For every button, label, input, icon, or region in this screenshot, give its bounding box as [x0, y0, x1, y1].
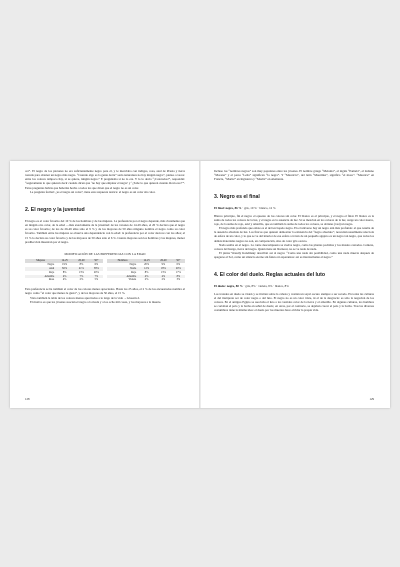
intro-paragraph: Incluso los “nombres negros” son muy populares entre los jóvenes. El nombre griego “Melania”, el inglés “Pamela”, el italiano “Morena” y el persa “Leila” significan “la negra”. Y “Mauricio”, del latín “Maurítius”, significa “el moro”. “Maurice” en Francia, “Moritz” en Inglaterra y “Moritz” en Alemania. — [214, 169, 374, 182]
table-header-cell: Mujeres — [25, 259, 56, 263]
right-page — [214, 169, 374, 401]
subheading-rest: · gris, 10 % · blanco, 12 % — [241, 206, 276, 211]
table-cell: 8% — [172, 275, 185, 279]
table-cell: Amarillo — [107, 275, 138, 279]
table-cell: 8% — [144, 270, 149, 274]
table-cell: 20% — [144, 262, 150, 266]
table-cell: 18% — [155, 267, 172, 271]
table-header-cell: 26-49 — [155, 259, 172, 263]
age-preferences-table — [25, 259, 185, 282]
body-paragraph: Visto también la tabla de los colores menos apreciados a lo largo de la vida →Glosario I. — [30, 295, 140, 300]
table-caption: MODIFICACIÓN DE LAS PREFERENCIAS CON LA EDAD — [64, 251, 146, 256]
table-cell: 8% — [62, 270, 67, 274]
table-cell: Rosa — [48, 278, 55, 282]
left-page — [25, 169, 185, 401]
table-cell: Amarillo — [25, 275, 56, 279]
table-cell: 17% — [175, 270, 181, 274]
table-cell: 20% — [172, 267, 185, 271]
table-cell: 7% — [73, 275, 90, 279]
section-heading: 4. El color del duelo. Reglas actuales del luto — [214, 272, 325, 279]
table-cell: 82% — [56, 267, 73, 271]
subheading-bold: El duelo: negro, 80 % — [214, 284, 243, 289]
table-cell: 13% — [78, 270, 84, 274]
subheading-bold: El final: negro, 86 % — [214, 206, 242, 211]
table-cell: 4% — [138, 275, 155, 279]
intro-paragraph: Le pregunta formal: ¿es el negro un color?, tiene esta respuesta teórica: el negro es un color sin color. — [30, 189, 156, 194]
body-paragraph: El pintor Wassily Kandinsky describió así al negro: “Como una nada sin posibilidad, como una nada muerta después de apagarse el Sol, como un silencio eterno sin futuro ni esperanzas: así es interiormente el negro.” — [214, 251, 374, 260]
table-cell: 0% — [176, 262, 181, 266]
body-paragraph: Los tratados en duelo se visten y se invitan sobre la cabeza y vestían un sayal oscuro siempre a ser sacado. En todas las culturas el del intérprete ser de color negro o del luto. El negro no es un color triste, ni el de la desgracia: es sólo la negación de los colores. En el antiguo Egipto se asociaba el luto a los vestidos color de la tierra y el amarillo. En algunas culturas, los hombres se cortaban el pelo y la barba en señal de duelo; en otras, por el contrario, se dejaban crecer el pelo y la barba. Tras las diversas costumbres tiene la misma idea: el duelo por los muertos hace olvidar la propia vida. — [214, 291, 374, 313]
section-heading: 3. Negro es el final — [214, 194, 260, 201]
subheading-line — [214, 206, 374, 210]
body-paragraph: El negro más profundo que existe es el del terciopelo negro. En el universo hay un negro aún más profundo: el que resulta de la ausencia absoluta de luz. Los físicos que quieren demostrar la existencia del “negro absoluto”, necesitan usualmente una bola de esfera de un color, y lo que se ve del interior de esa esfera a través de un pequeño agujero es un negro tan negro, que todos los demás materiales negros no son, en comparación, sino de color gris oscuro. — [214, 226, 374, 243]
table-cell: 20% — [93, 270, 99, 274]
table-header-cell: 50+ — [172, 259, 185, 263]
table-cell: Rojo — [49, 270, 55, 274]
table-cell: Rojo — [130, 270, 137, 274]
table-cell: Verde — [107, 267, 138, 271]
body-paragraph: Blanco principio, fin el negro: el opuesto de los colores sin color. El blanco es el principio, y el negro el final. El blanco es la suma de todos los colores de la luz, y el negro es la ausencia de luz. Si se mezclan en los colores de la luz, surge un color nuevo, rojo, de la suma de rojo, azul y amarillo, que es también la suma de todos los colores, se obtiene (casi) un negro. — [214, 213, 374, 226]
table-cell: 12% — [138, 267, 155, 271]
body-paragraph: Esta preferencia se ha también el color de los colores menos apreciados. Hasta los 25 años, el 2 % de los encuestados nombra el negro como “el color que menos le gusta”, y de los mayores de 50 años, el 15 %. — [25, 287, 185, 296]
table-header-cell: 14-25 — [138, 259, 155, 263]
body-paragraph: Nada sealba en el negro. La carne descompuesta se vuelve negra, como las plantas podridas y los muslos castados. Cenizas, colores del hongo, tierra del negro. Quien tiene un blackout, no se ve nada de nada. — [214, 242, 374, 251]
table-cell: 8% — [79, 262, 84, 266]
table-row — [25, 278, 185, 282]
table-cell: 2% — [79, 278, 84, 282]
table-header-cell: 26-49 — [73, 259, 90, 263]
table-cell: 6% — [94, 262, 99, 266]
table-cell: 5% — [94, 278, 99, 282]
table-cell: Azul — [25, 267, 56, 271]
book-spread — [10, 161, 390, 408]
book-gutter — [199, 161, 201, 408]
table-cell: 9% — [161, 262, 166, 266]
table-cell: Violeta — [128, 278, 137, 282]
table-header-cell: Hombres — [107, 259, 138, 263]
body-paragraph: El motivo es que los jóvenes asocian el negro a la moda y a los ocho mil cosas, y los mayores a la muerte. — [30, 299, 162, 304]
table-cell: 19% — [62, 262, 68, 266]
subheading-rest: · gris, 8% · violeta, 9% · blanco, 8% — [242, 284, 289, 289]
page-number: 128 — [25, 397, 30, 401]
table-cell: Negro — [129, 262, 137, 266]
table-cell: 38% — [90, 267, 103, 271]
table-header-cell: 50+ — [90, 259, 103, 263]
section-heading: 2. El negro y la juventud — [25, 206, 85, 213]
table-cell: 2% — [144, 278, 149, 282]
subheading-line — [214, 284, 374, 288]
table-cell: 3% — [176, 278, 181, 282]
table-cell: 4% — [56, 275, 73, 279]
table-cell: 13% — [160, 270, 166, 274]
table-cell: 2% — [161, 278, 166, 282]
intro-paragraph: cer”. El negro de los plotones no era suficientemente negro para él, y le mezclaba con índigos, rosa, azul de Prusia y tierra tostada para obtener un negro más negro. “Cuando algo es la gente decía” sería naturaleza no hay ningún negro”, pienso a veces: entre los colores tampoco hay, si se quiere, ningún negro.” E preguntaba si no lo era. Y lo lo decía “¡Colorados!”, respondió: “seguramente lo que quieren decir cuando dicen que ‘no hay que emplear el negro’ y ‘¿Sabe lo que quieren cuando dicen eso?’”. Estas preguntas habría que haberlas hecho a todos los que dicen que el negro no es un color. — [25, 169, 185, 190]
table-cell: 7% — [90, 275, 103, 279]
table-cell: 4% — [62, 278, 67, 282]
page-number: 129 — [369, 397, 374, 401]
table-cell: 4% — [155, 275, 172, 279]
table-header-cell: 14-25 — [56, 259, 73, 263]
table-cell: Negro — [47, 262, 55, 266]
table-cell: 41% — [73, 267, 90, 271]
body-paragraph: El negro es el color favorito del 10 % de los hombres y de las mujeres. La preferencia por el negro depende, más claramente que en ningún otro color, de la edad —más exactamente de la juventud: de los varones de 14-29 años, el 20 % declara que el negro es su color favorito; de los de 26-49 años sólo el 9 % y de los mayores de 50 años ninguno nombra el negro como su color favorito. También entre las mujeres se observa una dependencia con la edad: la preferencia por el color decrece con los años; el 15 % lo declara su color favorito y de las mayores de 50 años sólo el 6 %. Cuanto mayores son los hombres y las mujeres, menor predilección muestran por el negro. — [25, 218, 185, 244]
